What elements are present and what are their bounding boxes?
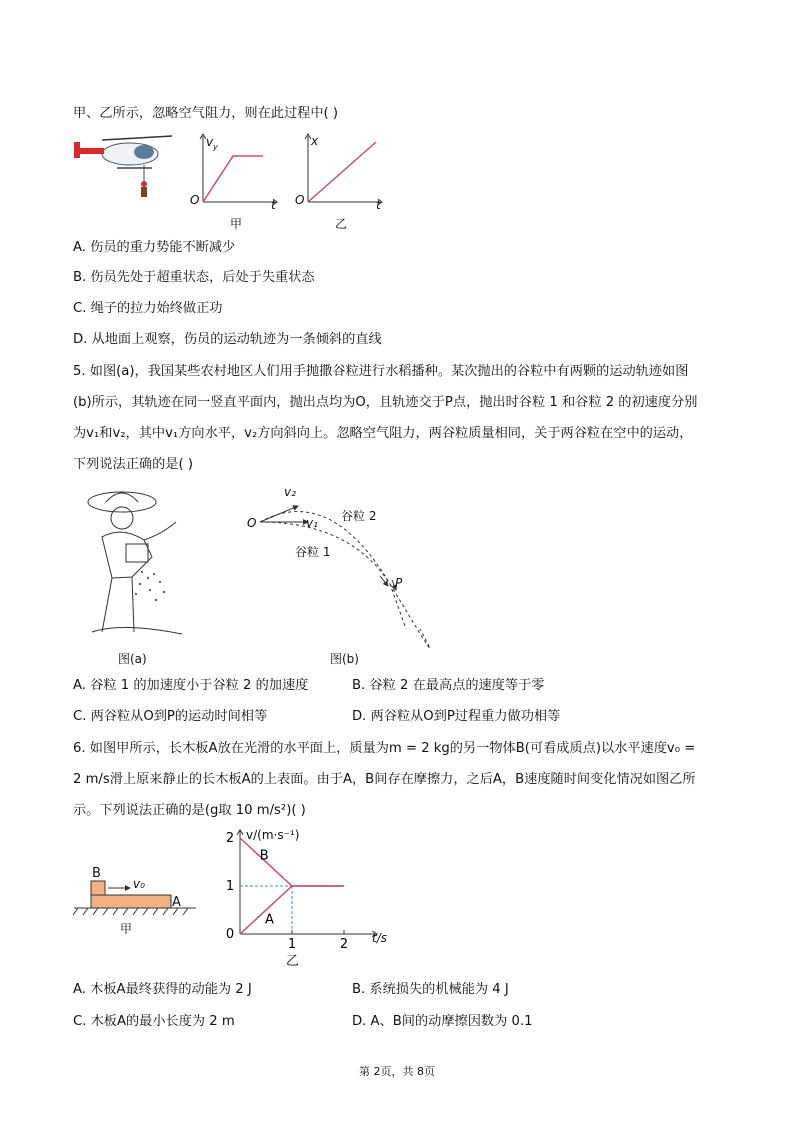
- q4-option-b: B. 伤员先处于超重状态，后处于失重状态: [73, 270, 315, 285]
- q6-line-1: 6. 如图甲所示，长木板A放在光滑的水平面上，质量为m = 2 kg的另一物体B(可看成质点)以水平速度v₀ =: [73, 741, 696, 756]
- grain-2-label: 谷粒 2: [341, 509, 377, 523]
- vt-series-b: [240, 838, 344, 886]
- vt-y-tick-label-2: 2: [225, 831, 235, 846]
- grain-1-label: 谷粒 1: [295, 545, 331, 559]
- vt-x-tick-label-1: 1: [287, 937, 297, 952]
- q4-option-c: C. 绳子的拉力始终做正功: [73, 301, 223, 316]
- q5-line-1: 5. 如图(a)，我国某些农村地区人们用手抛撒谷粒进行水稻播种。某次抛出的谷粒中有两颗的运动轨迹如图: [73, 364, 689, 379]
- jia-series-line: [203, 156, 263, 202]
- vt-line-a-label: A: [264, 912, 274, 928]
- jia-x-axis-label: t: [271, 198, 276, 212]
- yi-x-axis-label: t: [376, 198, 381, 212]
- q4-option-a: A. 伤员的重力势能不断减少: [73, 240, 236, 255]
- q5-line-3: 为v₁和v₂，其中v₁方向水平，v₂方向斜向上。忽略空气阻力，两谷粒质量相同，关于两谷粒在空中的运动，: [73, 426, 693, 441]
- origin-o-label: O: [247, 516, 257, 530]
- q5-option-d: D. 两谷粒从O到P过程重力做功相等: [352, 709, 561, 724]
- vt-y-tick-label-0: 0: [225, 927, 235, 942]
- yi-series-line: [308, 142, 376, 202]
- v1-label: v₁: [306, 516, 318, 530]
- farmer-sowing-illustration: [72, 482, 192, 652]
- vt-caption: 乙: [286, 954, 300, 969]
- point-p-label: P: [395, 576, 403, 590]
- helicopter-illustration: [72, 134, 182, 204]
- block-b: [91, 881, 105, 895]
- vt-y-tick-label-1: 1: [225, 879, 235, 894]
- jia-origin: O: [190, 193, 200, 207]
- fig-b-caption: 图(b): [330, 652, 359, 666]
- v0-label: v₀: [133, 877, 145, 891]
- q6-option-b: B. 系统损失的机械能为 4 J: [352, 982, 509, 997]
- vt-line-b-label: B: [259, 848, 269, 864]
- v2-label: v₂: [284, 485, 296, 499]
- trajectory-diagram: [240, 484, 440, 634]
- yi-caption: 乙: [335, 217, 348, 231]
- graph-jia: [185, 132, 285, 227]
- vt-y-label: v/(m·s⁻¹): [246, 828, 300, 842]
- q6-option-a: A. 木板A最终获得的动能为 2 J: [73, 982, 252, 997]
- vt-x-label: t/s: [372, 931, 387, 945]
- block-b-label: B: [92, 866, 101, 881]
- vt-x-tick-label-2: 2: [339, 937, 349, 952]
- q5-option-a: A. 谷粒 1 的加速度小于谷粒 2 的加速度: [73, 678, 309, 693]
- board-a-label: A: [172, 895, 181, 910]
- q4-option-d: D. 从地面上观察，伤员的运动轨迹为一条倾斜的直线: [73, 332, 382, 347]
- q6-line-2: 2 m/s滑上原来静止的长木板A的上表面。由于A，B间存在摩擦力，之后A，B速度随时间变化情况如图乙所: [73, 772, 696, 787]
- graph-yi: [290, 132, 390, 227]
- fig-a-caption: 图(a): [118, 652, 147, 666]
- q6-option-c: C. 木板A的最小长度为 2 m: [73, 1014, 235, 1029]
- q5-line-2: (b)所示，其轨迹在同一竖直平面内，抛出点均为O，且轨迹交于P点，抛出时谷粒 1 和谷粒 2 的初速度分别: [73, 395, 698, 410]
- q5-line-4: 下列说法正确的是( ): [73, 457, 193, 472]
- jia-caption: 甲: [230, 217, 243, 231]
- board-a: [91, 895, 171, 908]
- q6-option-d: D. A、B间的动摩擦因数为 0.1: [352, 1014, 533, 1029]
- q6-line-3: 示。下列说法正确的是(g取 10 m/s²)( ): [73, 803, 306, 818]
- page-footer: 第 2页，共 8页: [359, 1065, 435, 1078]
- intro-line: 甲、乙所示，忽略空气阻力，则在此过程中( ): [73, 106, 339, 121]
- yi-origin: O: [295, 193, 305, 207]
- q5-option-c: C. 两谷粒从O到P的运动时间相等: [73, 709, 268, 724]
- yi-y-axis-label: x: [311, 134, 319, 148]
- grain-2-path: [260, 512, 430, 649]
- fig-jia-caption: 甲: [120, 922, 133, 936]
- q5-option-b: B. 谷粒 2 在最高点的速度等于零: [352, 678, 545, 693]
- jia-y-axis-label: $v_y$: [206, 135, 218, 152]
- grain-1-path: [260, 522, 406, 629]
